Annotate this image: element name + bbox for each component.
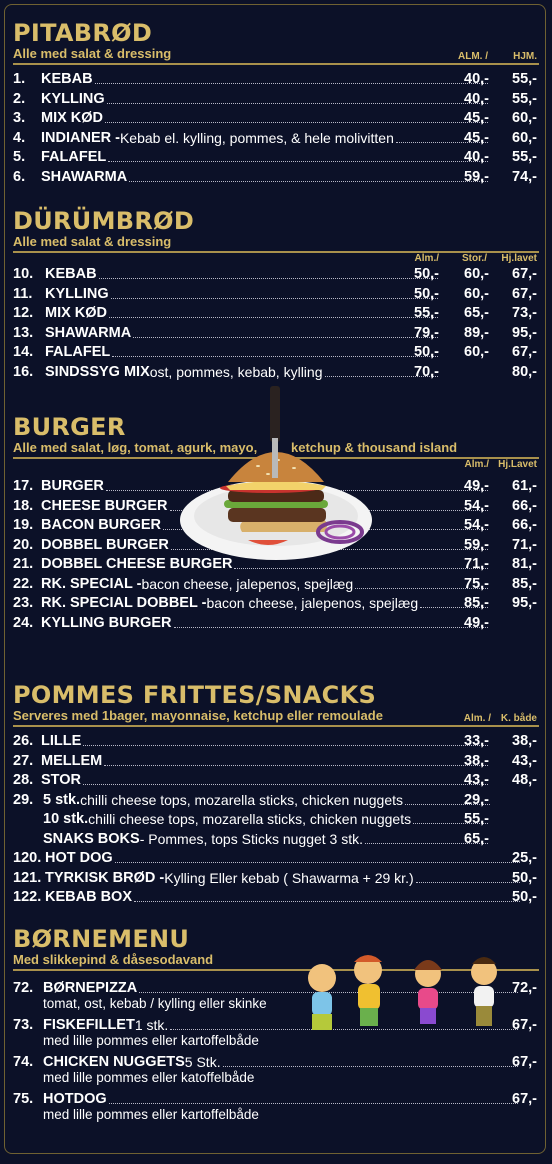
menu-item [13, 791, 539, 811]
item-name [43, 791, 491, 810]
dot-leader [109, 317, 438, 318]
item-description: ost, pommes, kebab, kylling [149, 363, 323, 380]
item-price: 38,- [464, 752, 489, 769]
item-price: 50,- [512, 889, 537, 905]
item-price: 60,- [464, 285, 489, 302]
item-name [43, 830, 489, 849]
section-title: BØRNEMENU [13, 925, 190, 953]
item-title: KYLLING [45, 285, 109, 302]
item-number: 74. [13, 1054, 34, 1070]
item-name [45, 888, 521, 907]
item-price: 95,- [512, 324, 537, 341]
item-subline: med lille pommes eller katoffelbåde [43, 1069, 255, 1085]
item-price: 71,- [464, 556, 489, 572]
menu-item [13, 148, 539, 168]
item-price: 67,- [512, 1017, 537, 1033]
item-title: LILLE [41, 733, 82, 749]
menu-item [13, 1090, 539, 1127]
section-durum [13, 208, 539, 382]
menu-item [13, 869, 539, 889]
item-number: 3. [13, 110, 26, 126]
item-title: MIX KØD [41, 110, 104, 126]
item-number: 19. [13, 517, 34, 533]
item-price: 85,- [512, 575, 537, 592]
col-header-hjlavet: Hj.Lavet [498, 459, 537, 470]
item-number: 6. [13, 168, 26, 185]
dot-leader [133, 337, 438, 338]
menu-item [13, 70, 539, 90]
menu-item [13, 594, 539, 614]
item-number: 28. [13, 772, 34, 788]
item-title: 5 stk. [43, 791, 81, 808]
item-title: KEBAB BOX [45, 889, 133, 905]
item-name [41, 614, 489, 633]
subtitle-text: Med slikkepind & dåsesodavand [13, 952, 214, 967]
item-title: INDIANER - [41, 129, 120, 146]
dot-leader [95, 83, 488, 84]
item-price: 54,- [464, 497, 489, 514]
menu-item [13, 168, 539, 188]
dot-leader [108, 161, 488, 162]
item-description: - Pommes, tops Sticks nugget 3 stk. [139, 830, 363, 847]
item-title: HOT DOG [45, 850, 113, 866]
menu-item [13, 614, 539, 634]
item-price: 59,- [464, 536, 489, 553]
item-number: 4. [13, 129, 26, 146]
burger-photo [178, 382, 374, 578]
section-title: DÜRÜMBRØD [13, 207, 195, 235]
item-number: 18. [13, 497, 34, 514]
dot-leader [107, 103, 488, 104]
item-title: FALAFEL [45, 344, 111, 360]
item-title: KYLLING BURGER [41, 614, 172, 631]
item-price: 60,- [464, 344, 489, 360]
item-number: 17. [13, 478, 34, 494]
item-title: SNAKS BOKS [43, 830, 140, 847]
item-name [45, 324, 439, 343]
menu-item [13, 129, 539, 149]
item-number: 16. [13, 363, 34, 380]
item-number: 20. [13, 536, 34, 553]
item-description: bacon cheese, jalepenos, spejlæg [206, 595, 419, 611]
item-name [45, 285, 439, 304]
dot-leader [223, 1066, 518, 1067]
menu-item [13, 343, 539, 363]
dot-leader [134, 901, 520, 902]
item-description: Kebab el. kylling, pommes, & hele molivitten [119, 129, 394, 146]
item-price: 40,- [464, 71, 489, 87]
menu-item [13, 1053, 539, 1090]
item-price: 75,- [464, 575, 489, 592]
item-price: 50,- [414, 266, 439, 282]
item-price: 48,- [512, 772, 537, 788]
item-title: SHAWARMA [41, 168, 128, 185]
item-name [41, 90, 489, 109]
section-subtitle [13, 46, 539, 65]
item-price: 81,- [512, 556, 537, 572]
subtitle-text: Alle med salat & dressing [13, 234, 172, 249]
item-title: HOTDOG [43, 1091, 107, 1107]
item-price: 49,- [464, 478, 489, 494]
menu-item [13, 90, 539, 110]
subtitle-text-2: ketchup & thousand island [291, 440, 458, 455]
item-price: 38,- [512, 733, 537, 749]
item-price: 45,- [464, 129, 489, 146]
menu-item [13, 810, 539, 830]
menu-item [13, 849, 539, 869]
item-number: 12. [13, 305, 34, 321]
item-number: 26. [13, 733, 34, 749]
item-title: SINDSSYG MIX [45, 363, 150, 380]
menu-item [13, 363, 539, 383]
col-header-alm: ALM. / [458, 51, 488, 62]
item-price: 45,- [464, 110, 489, 126]
section-title: BURGER [13, 413, 126, 441]
col-header-alm: Alm. / [463, 713, 491, 724]
item-name [45, 849, 521, 868]
item-name [41, 594, 489, 613]
item-price: 50,- [414, 344, 439, 360]
item-price: 67,- [512, 1091, 537, 1107]
dot-leader [99, 278, 438, 279]
dot-leader [104, 765, 488, 766]
item-title: FISKEFILLET [43, 1017, 135, 1033]
item-number: 23. [13, 595, 34, 611]
item-price: 89,- [464, 324, 489, 341]
item-number: 121. [13, 869, 42, 886]
col-header-alm: Alm./ [414, 253, 439, 264]
item-title: RK. SPECIAL - [41, 575, 142, 592]
item-name [45, 363, 439, 382]
dot-leader [129, 181, 488, 182]
item-price: 55,- [512, 149, 537, 165]
menu-item [13, 752, 539, 772]
dot-leader [115, 862, 520, 863]
subtitle-text: Alle med salat, løg, tomat, agurk, mayo, [13, 440, 258, 455]
item-name [45, 265, 439, 284]
section-subtitle [13, 708, 539, 727]
section-title: POMMES FRITTES/SNACKS [13, 681, 377, 709]
subtitle-text: Serveres med 1bager, mayonnaise, ketchup eller remoulade [13, 708, 383, 723]
item-price: 67,- [512, 266, 537, 282]
item-title: KYLLING [41, 90, 105, 107]
dot-leader [174, 627, 489, 628]
dot-leader [105, 122, 488, 123]
item-price: 66,- [512, 517, 537, 533]
menu-item [13, 771, 539, 791]
item-title: STOR [41, 772, 82, 788]
item-subline: med lille pommes eller kartoffelbåde [43, 1106, 259, 1122]
item-price: 73,- [512, 305, 537, 321]
item-title: MIX KØD [45, 305, 108, 321]
col-header-hjm: HJM. [513, 51, 537, 62]
item-price: 60,- [464, 266, 489, 282]
section-pommes [13, 682, 539, 908]
item-name [41, 732, 489, 751]
item-title: KEBAB [41, 71, 93, 87]
dot-leader [111, 298, 438, 299]
item-price: 43,- [512, 752, 537, 769]
menu-item [13, 109, 539, 129]
item-price: 67,- [512, 1054, 537, 1070]
item-number: 24. [13, 614, 34, 631]
item-price: 49,- [464, 614, 489, 631]
item-number: 2. [13, 90, 26, 107]
col-header-stor: Stor./ [461, 253, 487, 264]
item-number: 14. [13, 344, 34, 360]
menu-item [13, 830, 539, 850]
item-description: bacon cheese, jalepenos, spejlæg [141, 575, 354, 592]
item-title: CHICKEN NUGGETS [43, 1054, 185, 1070]
item-price: 60,- [512, 129, 537, 146]
item-name [41, 109, 489, 128]
item-name [41, 70, 489, 89]
item-description: chilli cheese tops, mozarella sticks, chicken nuggets [80, 791, 404, 808]
item-price: 55,- [464, 811, 489, 827]
item-description: 5 Stk. [184, 1054, 221, 1070]
item-number: 27. [13, 752, 34, 769]
item-subline: tomat, ost, kebab / kylling eller skinke [43, 995, 267, 1011]
item-number: 22. [13, 575, 34, 592]
item-number: 1. [13, 71, 26, 87]
item-price: 33,- [464, 733, 489, 749]
menu-item [13, 265, 539, 285]
item-price: 71,- [512, 536, 537, 553]
item-name [41, 129, 489, 148]
item-number: 11. [13, 285, 33, 302]
item-price: 66,- [512, 497, 537, 514]
item-number: 5. [13, 149, 26, 165]
item-price: 67,- [512, 285, 537, 302]
menu-item [13, 285, 539, 305]
item-title: 10 stk. [43, 811, 89, 827]
item-name [41, 752, 489, 771]
dot-leader [83, 784, 488, 785]
dot-leader [109, 1103, 518, 1104]
item-price: 40,- [464, 149, 489, 165]
item-price: 65,- [464, 830, 489, 847]
item-name [45, 343, 439, 362]
item-description: chilli cheese tops, mozarella sticks, chicken nuggets [88, 811, 412, 827]
menu-item [13, 304, 539, 324]
item-price: 72,- [512, 980, 537, 996]
item-price: 40,- [464, 90, 489, 107]
item-price: 25,- [512, 850, 537, 866]
kids-illustration [300, 948, 510, 1038]
section-subtitle [13, 234, 539, 253]
subtitle-text: Alle med salat & dressing [13, 46, 172, 61]
item-subline: med lille pommes eller kartoffelbåde [43, 1032, 259, 1048]
section-pitabrod [13, 20, 539, 187]
item-price: 50,- [414, 285, 439, 302]
column-headers [13, 253, 539, 265]
item-price: 29,- [464, 791, 489, 808]
col-header-alm: Alm./ [464, 459, 489, 470]
item-title: BACON BURGER [41, 517, 162, 533]
item-price: 54,- [464, 517, 489, 533]
item-price: 43,- [464, 772, 489, 788]
item-name [45, 869, 521, 888]
item-number: 72. [13, 980, 34, 996]
item-title: BØRNEPIZZA [43, 980, 138, 996]
item-number: 21. [13, 556, 34, 572]
item-number: 122. [13, 889, 42, 905]
menu-item [13, 324, 539, 344]
item-title: CHEESE BURGER [41, 497, 168, 514]
item-title: KEBAB [45, 266, 97, 282]
item-price: 55,- [512, 90, 537, 107]
item-price: 79,- [414, 324, 439, 341]
item-price: 55,- [414, 305, 439, 321]
item-price: 59,- [464, 168, 489, 185]
item-number: 10. [13, 266, 34, 282]
item-title: SHAWARMA [45, 324, 132, 341]
item-number: 73. [13, 1017, 34, 1033]
item-number: 120. [13, 850, 42, 866]
item-number: 13. [13, 324, 34, 341]
item-price: 55,- [512, 71, 537, 87]
item-price: 70,- [414, 363, 439, 380]
item-description: 1 stk. [134, 1017, 169, 1033]
col-header-kbade: K. både [500, 713, 537, 724]
col-header-hjlavet: Hj.lavet [501, 253, 537, 264]
menu-item [13, 888, 539, 908]
item-title: TYRKISK BRØD - [45, 869, 165, 886]
item-price: 80,- [512, 363, 537, 380]
menu-item [13, 732, 539, 752]
item-name [41, 168, 489, 187]
item-price: 74,- [512, 168, 537, 185]
item-title: DOBBEL CHEESE BURGER [41, 556, 233, 572]
item-number: 75. [13, 1091, 34, 1107]
item-price: 67,- [512, 344, 537, 360]
item-price: 95,- [512, 595, 537, 611]
item-price: 85,- [464, 595, 489, 611]
item-price: 60,- [512, 110, 537, 126]
item-price: 61,- [512, 478, 537, 494]
item-title: DOBBEL BURGER [41, 536, 169, 553]
item-title: RK. SPECIAL DOBBEL - [41, 595, 207, 611]
item-name [43, 810, 489, 829]
item-number: 29. [13, 791, 34, 808]
item-title: MELLEM [41, 752, 103, 769]
item-name [41, 771, 489, 790]
section-title: PITABRØD [13, 19, 153, 47]
item-price: 65,- [464, 305, 489, 321]
item-title: BURGER [41, 478, 104, 494]
dot-leader [83, 745, 488, 746]
item-description: Kylling Eller kebab ( Shawarma + 29 kr.) [164, 869, 414, 886]
item-name [41, 148, 489, 167]
item-price: 50,- [512, 869, 537, 886]
dot-leader [112, 356, 438, 357]
item-name [45, 304, 439, 323]
item-title: FALAFEL [41, 149, 107, 165]
